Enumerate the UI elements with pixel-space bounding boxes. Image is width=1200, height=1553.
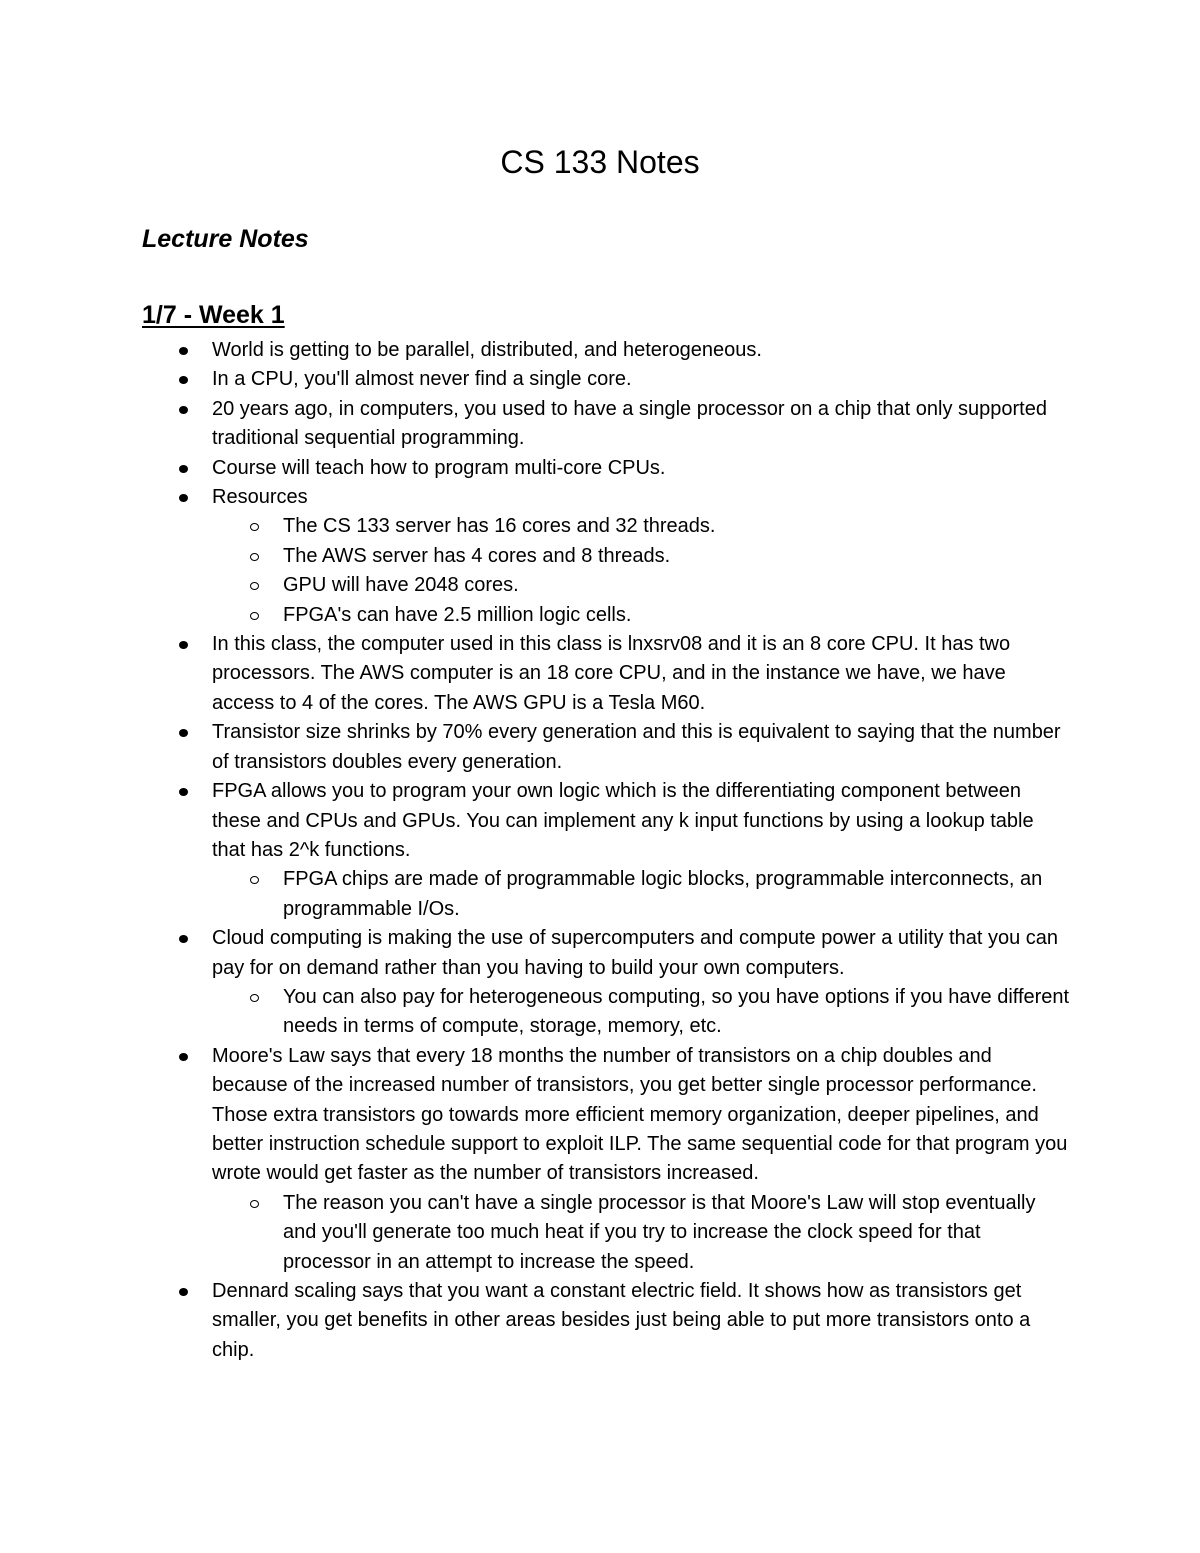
sub-bullet-item	[0, 1189, 1073, 1277]
sub-bullet-text: The reason you can't have a single processor is that Moore's Law will stop eventually and you'll generate too much heat if you try to increase the clock speed for that processor in an attempt to increase the speed.	[283, 1191, 1036, 1273]
bullet-dot-icon	[179, 935, 188, 943]
bullet-dot-icon	[179, 465, 188, 473]
sub-bullet-item	[0, 983, 1073, 1042]
sub-bullet-text: FPGA's can have 2.5 million logic cells.	[283, 603, 632, 626]
bullet-dot-icon	[179, 376, 188, 384]
hollow-circle-bullet-icon	[250, 582, 259, 590]
document-title: CS 133 Notes	[500, 144, 700, 180]
sub-bullet-list	[212, 865, 1072, 924]
bullet-item	[0, 483, 1072, 630]
bullet-text: Dennard scaling says that you want a constant electric field. It shows how as transistors get smaller, you get benefits in other areas besides just being able to put more transistors onto a chip.	[212, 1280, 1031, 1361]
sub-bullet-text: GPU will have 2048 cores.	[283, 574, 519, 597]
bullet-item	[0, 1042, 1072, 1277]
bullet-text: Cloud computing is making the use of supercomputers and compute power a utility that you can pay for on demand rather than you having to build your own computers.	[212, 927, 1059, 979]
bullet-text: In a CPU, you'll almost never find a single core.	[212, 368, 632, 391]
bullet-dot-icon	[179, 347, 188, 355]
sub-bullet-list	[212, 512, 1072, 630]
bullet-dot-icon	[179, 729, 188, 737]
bullet-item	[0, 777, 1072, 924]
sub-bullet-item	[0, 601, 1073, 630]
bullet-text: Moore's Law says that every 18 months the number of transistors on a chip doubles and because of the increased number of transistors, you get better single processor performance. Those extra transistors go towards more efficient memory organization, deeper pipelines, and better instruction schedule support to exploit ILP. The same sequential code for that program you wrote would get faster as the number of transistors increased.	[212, 1044, 1068, 1185]
hollow-circle-bullet-icon	[250, 523, 259, 531]
bullet-item	[0, 395, 1072, 454]
bullet-dot-icon	[179, 494, 188, 502]
bullet-text: 20 years ago, in computers, you used to have a single processor on a chip that only supported traditional sequential programming.	[212, 397, 1047, 450]
sub-bullet-item	[0, 865, 1073, 924]
bullet-text: Resources	[212, 486, 308, 509]
bullet-text: In this class, the computer used in this class is lnxsrv08 and it is an 8 core CPU. It has two processors. The AWS computer is an 18 core CPU, and in the instance we have, we have access to 4 of the cores. The AWS GPU is a Tesla M60.	[212, 633, 1011, 714]
bullet-dot-icon	[179, 1288, 188, 1296]
bullet-item	[0, 630, 1072, 718]
section-heading: Lecture Notes	[142, 225, 309, 253]
sub-bullet-list	[212, 1189, 1072, 1277]
week-heading: 1/7 - Week 1	[142, 301, 285, 329]
sub-bullet-text: The AWS server has 4 cores and 8 threads.	[283, 544, 671, 567]
sub-bullet-text: The CS 133 server has 16 cores and 32 threads.	[283, 515, 716, 538]
hollow-circle-bullet-icon	[250, 994, 259, 1002]
bullet-item	[0, 718, 1072, 777]
sub-bullet-text: FPGA chips are made of programmable logic blocks, programmable interconnects, an programmable I/Os.	[283, 868, 1043, 920]
sub-bullet-list	[212, 983, 1072, 1042]
bullet-dot-icon	[179, 1053, 188, 1061]
hollow-circle-bullet-icon	[250, 612, 259, 620]
bullet-item	[0, 365, 1072, 394]
bullet-item	[0, 454, 1072, 483]
notes-list	[0, 336, 1200, 1365]
sub-bullet-text: You can also pay for heterogeneous computing, so you have options if you have different needs in terms of compute, storage, memory, etc.	[283, 985, 1070, 1038]
bullet-text: World is getting to be parallel, distributed, and heterogeneous.	[212, 339, 762, 361]
bullet-text: Course will teach how to program multi-core CPUs.	[212, 456, 666, 479]
sub-bullet-item	[0, 571, 1073, 600]
bullet-text: FPGA allows you to program your own logic which is the differentiating component between these and CPUs and GPUs. You can implement any k input functions by using a lookup table that has 2^k functions.	[212, 780, 1034, 861]
hollow-circle-bullet-icon	[250, 553, 259, 561]
bullet-item	[0, 1277, 1072, 1365]
bullet-item	[0, 924, 1072, 1042]
hollow-circle-bullet-icon	[250, 876, 259, 884]
bullet-dot-icon	[179, 788, 188, 796]
bullet-text: Transistor size shrinks by 70% every generation and this is equivalent to saying that the number of transistors doubles every generation.	[212, 721, 1061, 773]
bullet-dot-icon	[179, 406, 188, 414]
sub-bullet-item	[0, 512, 1073, 541]
bullet-dot-icon	[179, 641, 188, 649]
hollow-circle-bullet-icon	[250, 1200, 259, 1208]
sub-bullet-item	[0, 542, 1073, 571]
bullet-item	[0, 336, 1072, 365]
